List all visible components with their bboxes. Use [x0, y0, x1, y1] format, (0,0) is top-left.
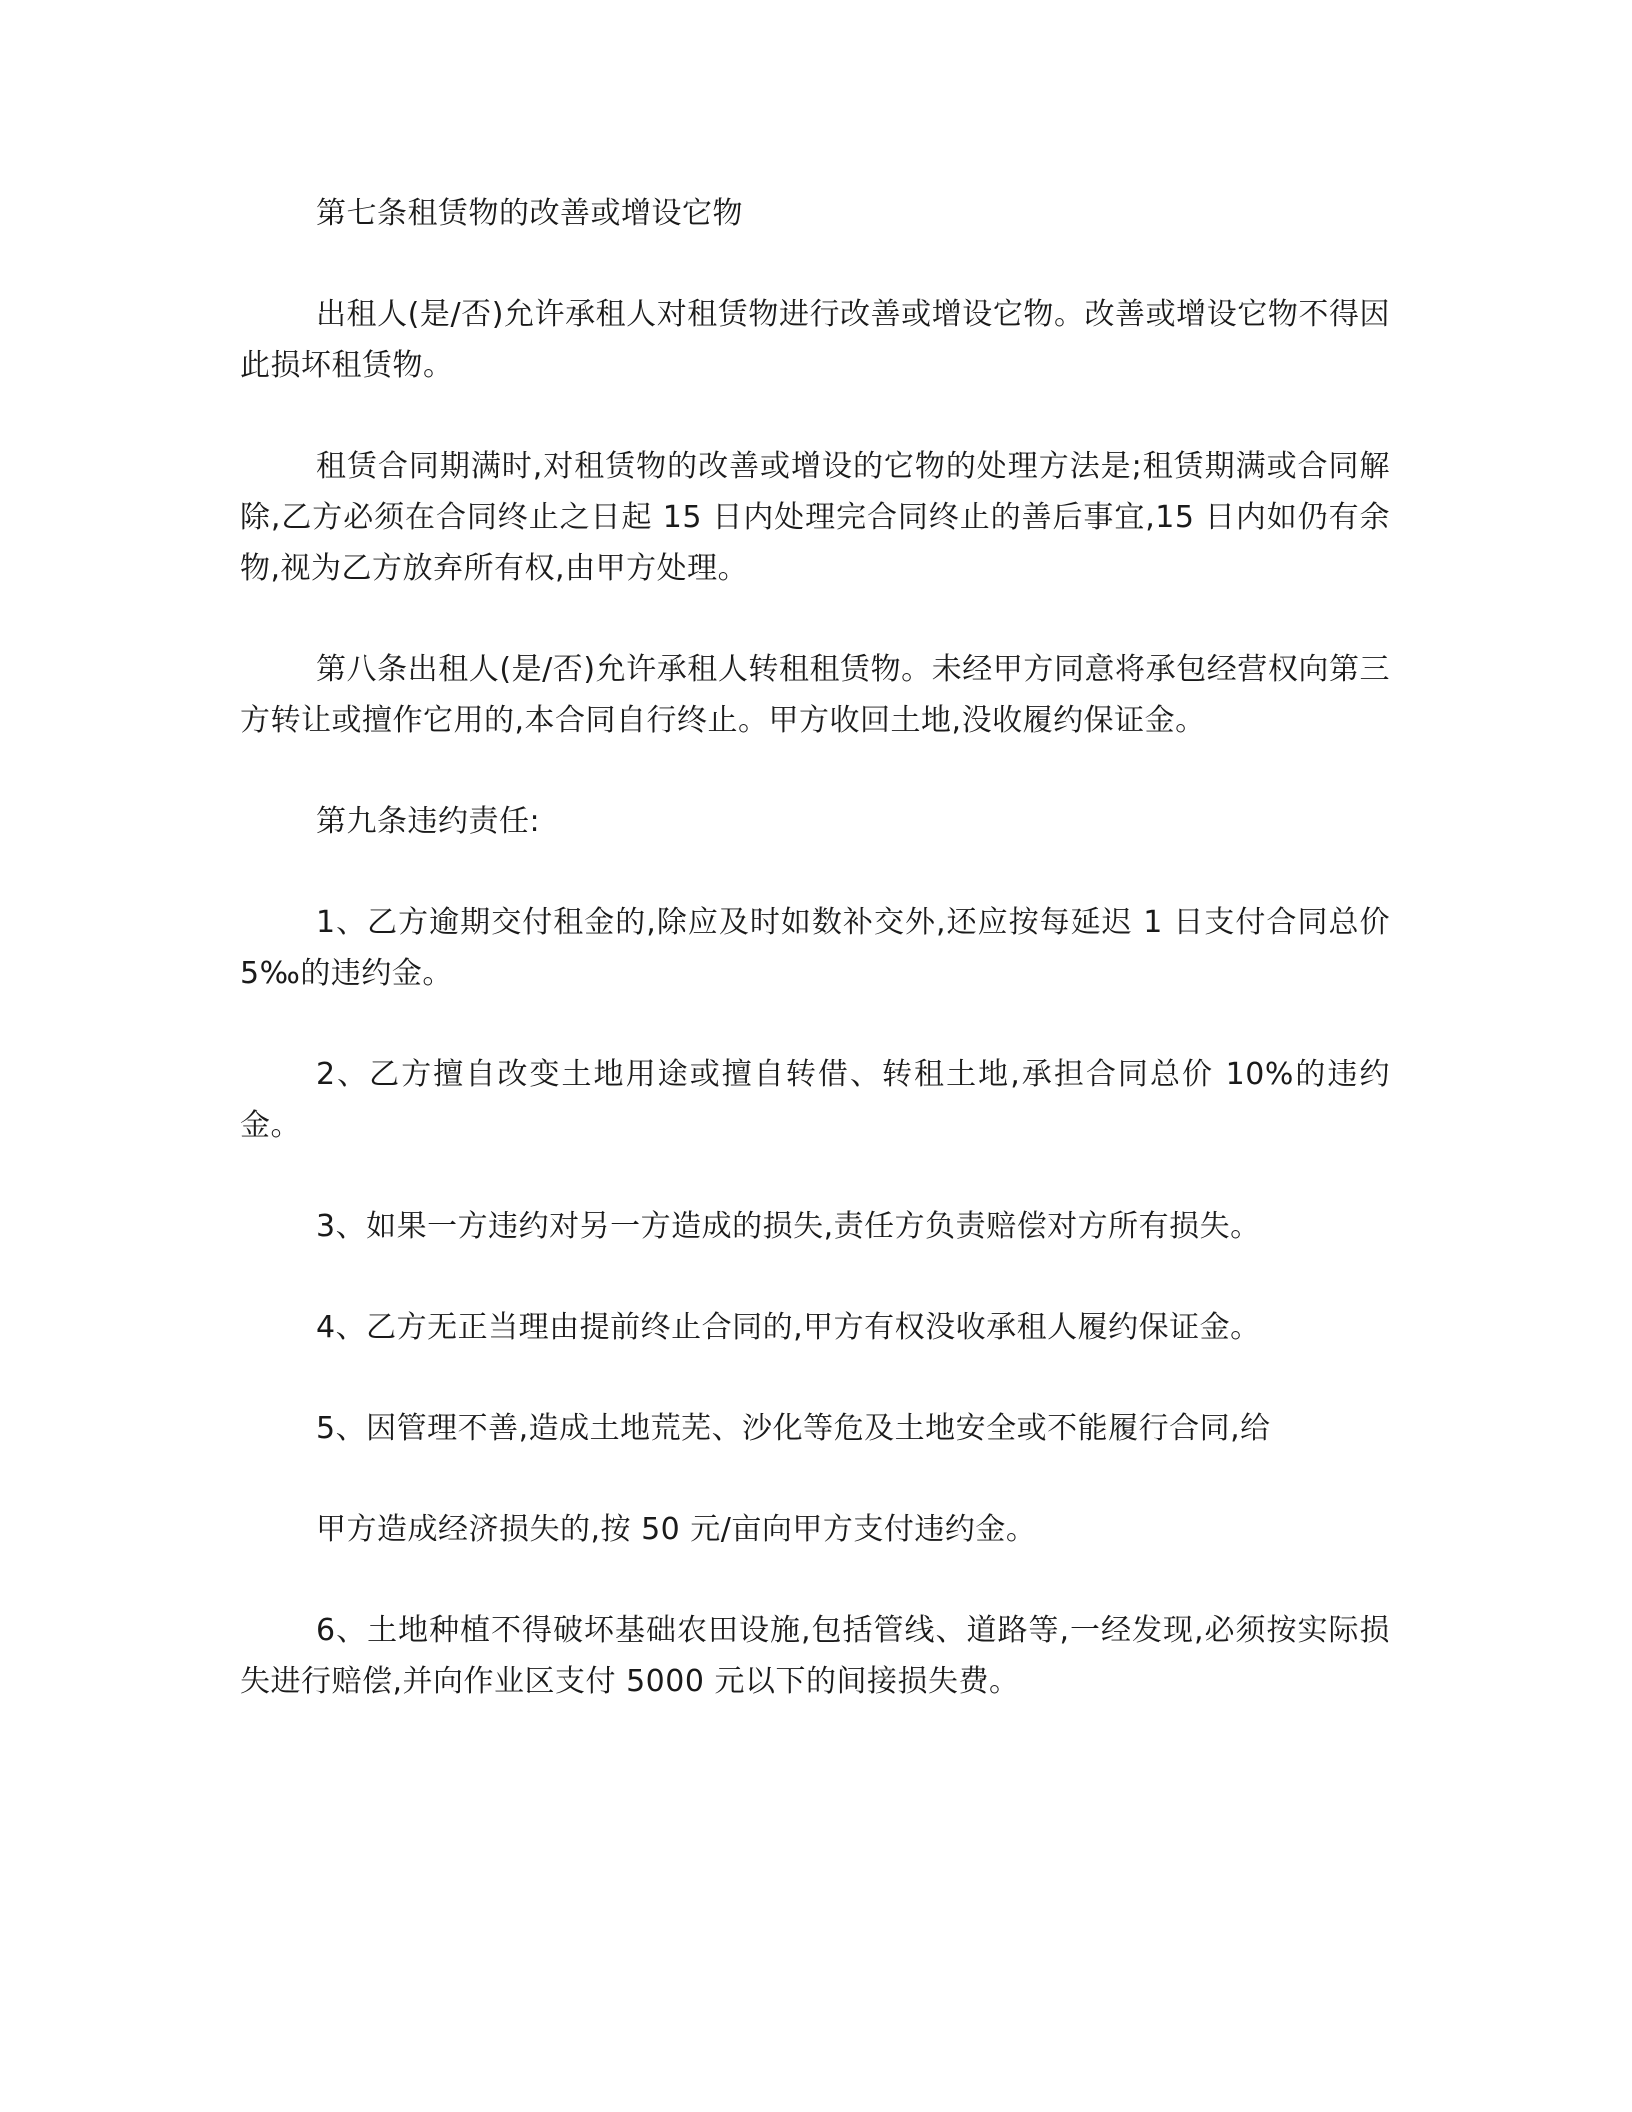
liability-item-2: 2、乙方擅自改变土地用途或擅自转借、转租土地,承担合同总价 10%的违约金。 — [240, 1057, 1390, 1143]
article-7-clause-improvement: 出租人(是/否)允许承租人对租赁物进行改善或增设它物。改善或增设它物不得因此损坏租赁物。 — [240, 297, 1390, 383]
liability-item-3: 3、如果一方违约对另一方造成的损失,责任方负责赔偿对方所有损失。 — [316, 1209, 1261, 1244]
liability-item-4: 4、乙方无正当理由提前终止合同的,甲方有权没收承租人履约保证金。 — [316, 1310, 1261, 1345]
document-body — [240, 188, 1390, 1757]
liability-item-5: 5、因管理不善,造成土地荒芜、沙化等危及土地安全或不能履行合同,给 — [316, 1411, 1271, 1446]
liability-item-6: 6、土地种植不得破坏基础农田设施,包括管线、道路等,一经发现,必须按实际损失进行赔偿,并向作业区支付 5000 元以下的间接损失费。 — [240, 1613, 1390, 1699]
liability-item-5-continued: 甲方造成经济损失的,按 50 元/亩向甲方支付违约金。 — [316, 1512, 1037, 1547]
article-9-heading: 第九条违约责任: — [316, 804, 541, 839]
article-7-clause-expiry: 租赁合同期满时,对租赁物的改善或增设的它物的处理方法是;租赁期满或合同解除,乙方必须在合同终止之日起 15 日内处理完合同终止的善后事宜,15 日内如仍有余物,视为乙方放弃所有权,由甲方处理。 — [240, 449, 1390, 586]
liability-item-1: 1、乙方逾期交付租金的,除应及时如数补交外,还应按每延迟 1 日支付合同总价 5‰的违约金。 — [240, 905, 1390, 991]
article-8-sublease: 第八条出租人(是/否)允许承租人转租租赁物。未经甲方同意将承包经营权向第三方转让或擅作它用的,本合同自行终止。甲方收回土地,没收履约保证金。 — [240, 652, 1390, 738]
article-7-heading: 第七条租赁物的改善或增设它物 — [316, 196, 743, 231]
